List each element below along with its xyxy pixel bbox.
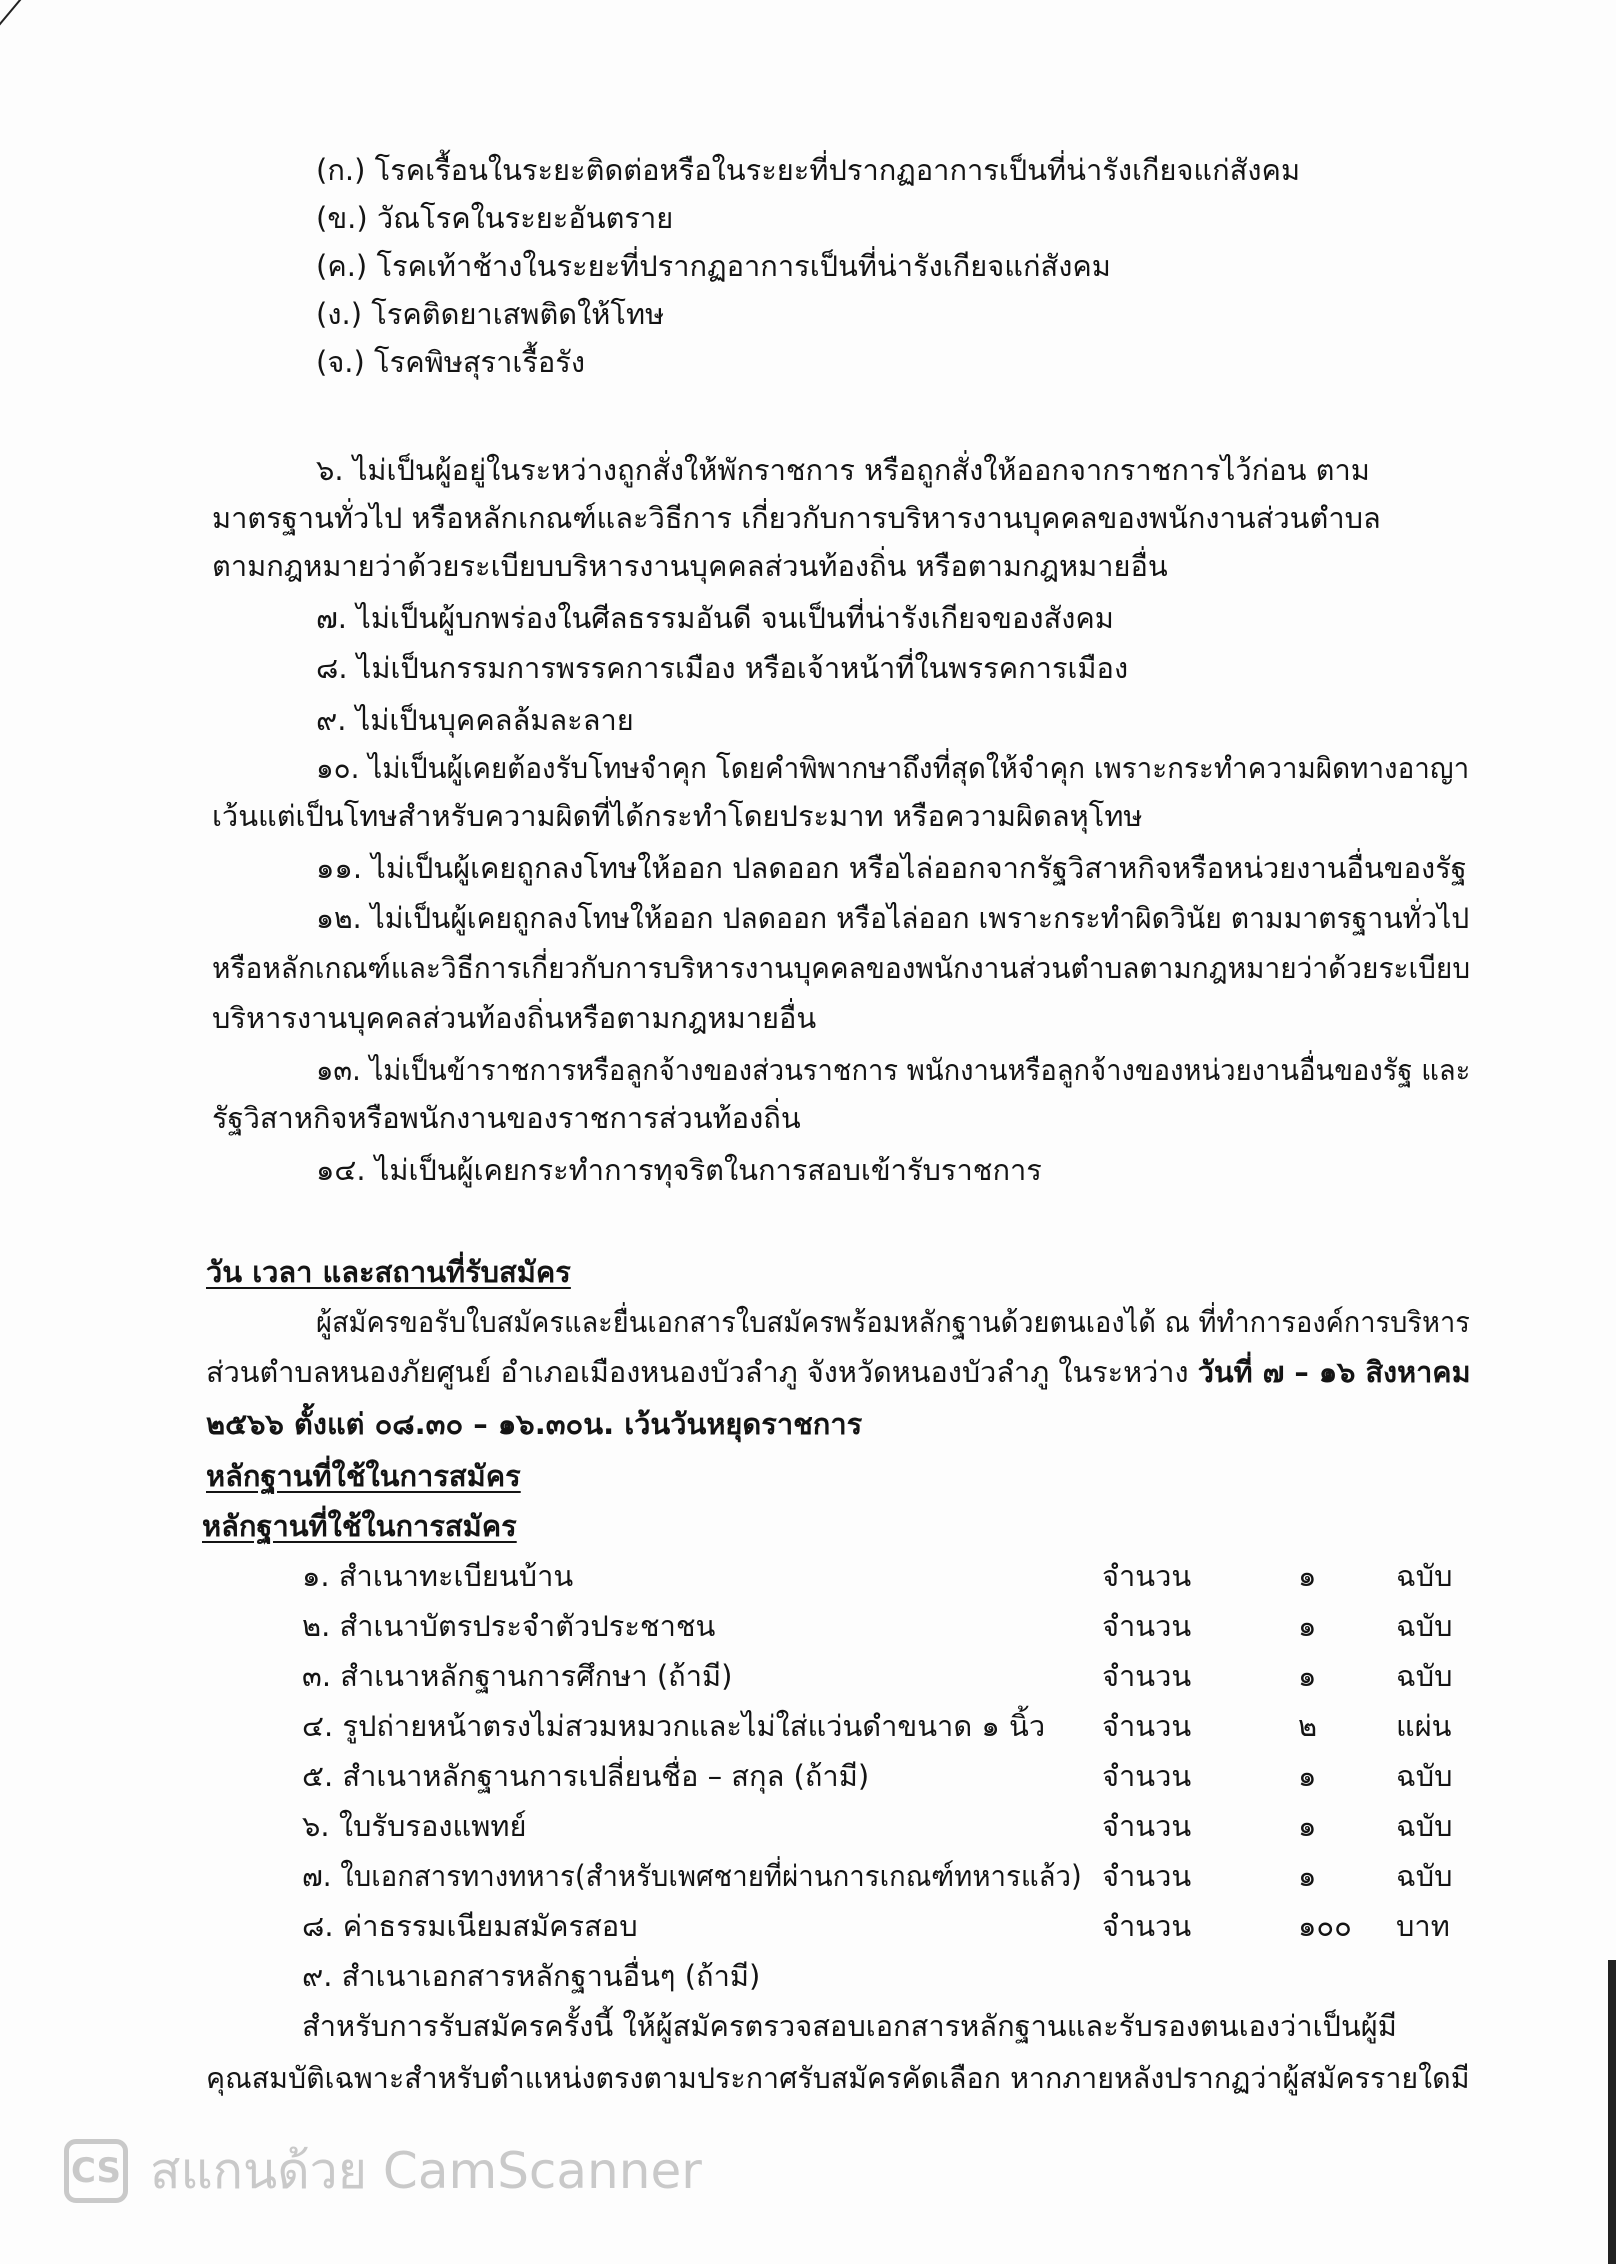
application-line1: ผู้สมัครขอรับใบสมัครและยื่นเอกสารใบสมัครพร้อมหลักฐานด้วยตนเองได้ ณ ที่ทำการองค์การบริหาร bbox=[316, 1305, 1470, 1339]
qualification-10-line2: เว้นแต่เป็นโทษสำหรับความผิดที่ได้กระทำโดยประมาท หรือความผิดลหุโทษ bbox=[212, 799, 1143, 833]
document-unit: ฉบับ bbox=[1396, 1609, 1453, 1643]
disease-item: (ก.) โรคเรื้อนในระยะติดต่อหรือในระยะที่ปรากฏอาการเป็นที่น่ารังเกียจแก่สังคม bbox=[316, 153, 1301, 187]
application-dates: วันที่ ๗ – ๑๖ สิงหาคม bbox=[1197, 1355, 1471, 1389]
document-qty: ๑ bbox=[1298, 1809, 1317, 1843]
document-unit: ฉบับ bbox=[1396, 1559, 1453, 1593]
camscanner-logo-icon: CS bbox=[64, 2139, 128, 2203]
disease-item: (ง.) โรคติดยาเสพติดให้โทษ bbox=[316, 297, 665, 331]
documents-note-line2: คุณสมบัติเฉพาะสำหรับตำแหน่งตรงตามประกาศรับสมัครคัดเลือก หากภายหลังปรากฏว่าผู้สมัครรายใดมี bbox=[206, 2061, 1470, 2095]
document-unit: ฉบับ bbox=[1396, 1859, 1453, 1893]
scan-edge-shadow bbox=[1608, 1960, 1616, 2264]
document-amount-label: จำนวน bbox=[1102, 1659, 1192, 1693]
document-amount-label: จำนวน bbox=[1102, 1859, 1192, 1893]
qualification-6-line2: มาตรฐานทั่วไป หรือหลักเกณฑ์และวิธีการ เกี่ยวกับการบริหารงานบุคคลของพนักงานส่วนตำบล bbox=[212, 501, 1381, 535]
disease-item: (จ.) โรคพิษสุราเรื้อรัง bbox=[316, 345, 586, 379]
document-label: ๘. ค่าธรรมเนียมสมัครสอบ bbox=[302, 1909, 638, 1943]
qualification-13-line1: ๑๓. ไม่เป็นข้าราชการหรือลูกจ้างของส่วนราชการ พนักงานหรือลูกจ้างของหน่วยงานอื่นของรัฐ และ bbox=[316, 1053, 1471, 1087]
qualification-10-line1: ๑๐. ไม่เป็นผู้เคยต้องรับโทษจำคุก โดยคำพิพากษาถึงที่สุดให้จำคุก เพราะกระทำความผิดทางอาญา bbox=[316, 751, 1470, 785]
document-amount-label: จำนวน bbox=[1102, 1759, 1192, 1793]
application-line2 bbox=[206, 1352, 1471, 1392]
document-amount-label: จำนวน bbox=[1102, 1809, 1192, 1843]
document-label: ๔. รูปถ่ายหน้าตรงไม่สวมหมวกและไม่ใส่แว่นดำขนาด ๑ นิ้ว bbox=[302, 1709, 1046, 1743]
documents-heading-repeat: หลักฐานที่ใช้ในการสมัคร bbox=[202, 1509, 517, 1543]
qualification-7: ๗. ไม่เป็นผู้บกพร่องในศีลธรรมอันดี จนเป็นที่น่ารังเกียจของสังคม bbox=[316, 601, 1114, 635]
application-line3: ๒๕๖๖ ตั้งแต่ ๐๘.๓๐ – ๑๖.๓๐น. เว้นวันหยุดราชการ bbox=[206, 1407, 863, 1441]
qualification-9: ๙. ไม่เป็นบุคคลล้มละลาย bbox=[316, 703, 634, 737]
application-heading: วัน เวลา และสถานที่รับสมัคร bbox=[206, 1255, 571, 1289]
documents-heading: หลักฐานที่ใช้ในการสมัคร bbox=[206, 1459, 521, 1493]
document-qty: ๑ bbox=[1298, 1559, 1317, 1593]
document-unit: ฉบับ bbox=[1396, 1809, 1453, 1843]
document-label: ๓. สำเนาหลักฐานการศึกษา (ถ้ามี) bbox=[302, 1659, 733, 1693]
qualification-12-line3: บริหารงานบุคคลส่วนท้องถิ่นหรือตามกฎหมายอื่น bbox=[212, 1001, 817, 1035]
document-item-9: ๙. สำเนาเอกสารหลักฐานอื่นๆ (ถ้ามี) bbox=[302, 1959, 761, 1993]
document-unit: แผ่น bbox=[1396, 1709, 1452, 1743]
document-qty: ๑ bbox=[1298, 1759, 1317, 1793]
document-unit: ฉบับ bbox=[1396, 1759, 1453, 1793]
qualification-8: ๘. ไม่เป็นกรรมการพรรคการเมือง หรือเจ้าหน้าที่ในพรรคการเมือง bbox=[316, 651, 1129, 685]
document-label: ๖. ใบรับรองแพทย์ bbox=[302, 1809, 527, 1843]
document-label: ๕. สำเนาหลักฐานการเปลี่ยนชื่อ – สกุล (ถ้ามี) bbox=[302, 1759, 870, 1793]
document-amount-label: จำนวน bbox=[1102, 1609, 1192, 1643]
watermark-text: สแกนด้วย CamScanner bbox=[150, 2141, 702, 2200]
document-label: ๑. สำเนาทะเบียนบ้าน bbox=[302, 1559, 574, 1593]
disease-item: (ค.) โรคเท้าช้างในระยะที่ปรากฏอาการเป็นที่น่ารังเกียจแก่สังคม bbox=[316, 249, 1111, 283]
documents-note-line1: สำหรับการรับสมัครครั้งนี้ ให้ผู้สมัครตรวจสอบเอกสารหลักฐานและรับรองตนเองว่าเป็นผู้มี bbox=[302, 2009, 1397, 2043]
document-amount-label: จำนวน bbox=[1102, 1709, 1192, 1743]
document-unit: บาท bbox=[1396, 1909, 1450, 1943]
qualification-6-line1: ๖. ไม่เป็นผู้อยู่ในระหว่างถูกสั่งให้พักราชการ หรือถูกสั่งให้ออกจากราชการไว้ก่อน ตาม bbox=[316, 453, 1370, 487]
document-amount-label: จำนวน bbox=[1102, 1909, 1192, 1943]
document-qty: ๒ bbox=[1298, 1709, 1318, 1743]
camscanner-watermark bbox=[64, 2136, 702, 2206]
document-qty: ๑๐๐ bbox=[1298, 1909, 1352, 1943]
qualification-12-line1: ๑๒. ไม่เป็นผู้เคยถูกลงโทษให้ออก ปลดออก หรือไล่ออก เพราะกระทำผิดวินัย ตามมาตรฐานทั่วไป bbox=[316, 901, 1470, 935]
disease-item: (ข.) วัณโรคในระยะอันตราย bbox=[316, 201, 674, 235]
scan-corner-mark bbox=[0, 0, 103, 71]
qualification-11: ๑๑. ไม่เป็นผู้เคยถูกลงโทษให้ออก ปลดออก หรือไล่ออกจากรัฐวิสาหกิจหรือหน่วยงานอื่นของรัฐ bbox=[316, 851, 1467, 885]
document-unit: ฉบับ bbox=[1396, 1659, 1453, 1693]
document-amount-label: จำนวน bbox=[1102, 1559, 1192, 1593]
document-qty: ๑ bbox=[1298, 1609, 1317, 1643]
document-label: ๒. สำเนาบัตรประจำตัวประชาชน bbox=[302, 1609, 716, 1643]
document-qty: ๑ bbox=[1298, 1859, 1317, 1893]
document-qty: ๑ bbox=[1298, 1659, 1317, 1693]
qualification-13-line2: รัฐวิสาหกิจหรือพนักงานของราชการส่วนท้องถิ่น bbox=[212, 1101, 801, 1135]
qualification-14: ๑๔. ไม่เป็นผู้เคยกระทำการทุจริตในการสอบเข้ารับราชการ bbox=[316, 1153, 1042, 1187]
document-label: ๗. ใบเอกสารทางทหาร(สำหรับเพศชายที่ผ่านการเกณฑ์ทหารแล้ว) bbox=[302, 1859, 1082, 1893]
qualification-12-line2: หรือหลักเกณฑ์และวิธีการเกี่ยวกับการบริหารงานบุคคลของพนักงานส่วนตำบลตามกฎหมายว่าด้วยระเบียบ bbox=[212, 951, 1471, 985]
qualification-6-line3: ตามกฎหมายว่าด้วยระเบียบบริหารงานบุคคลส่วนท้องถิ่น หรือตามกฎหมายอื่น bbox=[212, 549, 1168, 583]
application-line2-text: ส่วนตำบลหนองภัยศูนย์ อำเภอเมืองหนองบัวลำภู จังหวัดหนองบัวลำภู ในระหว่าง bbox=[206, 1355, 1198, 1389]
